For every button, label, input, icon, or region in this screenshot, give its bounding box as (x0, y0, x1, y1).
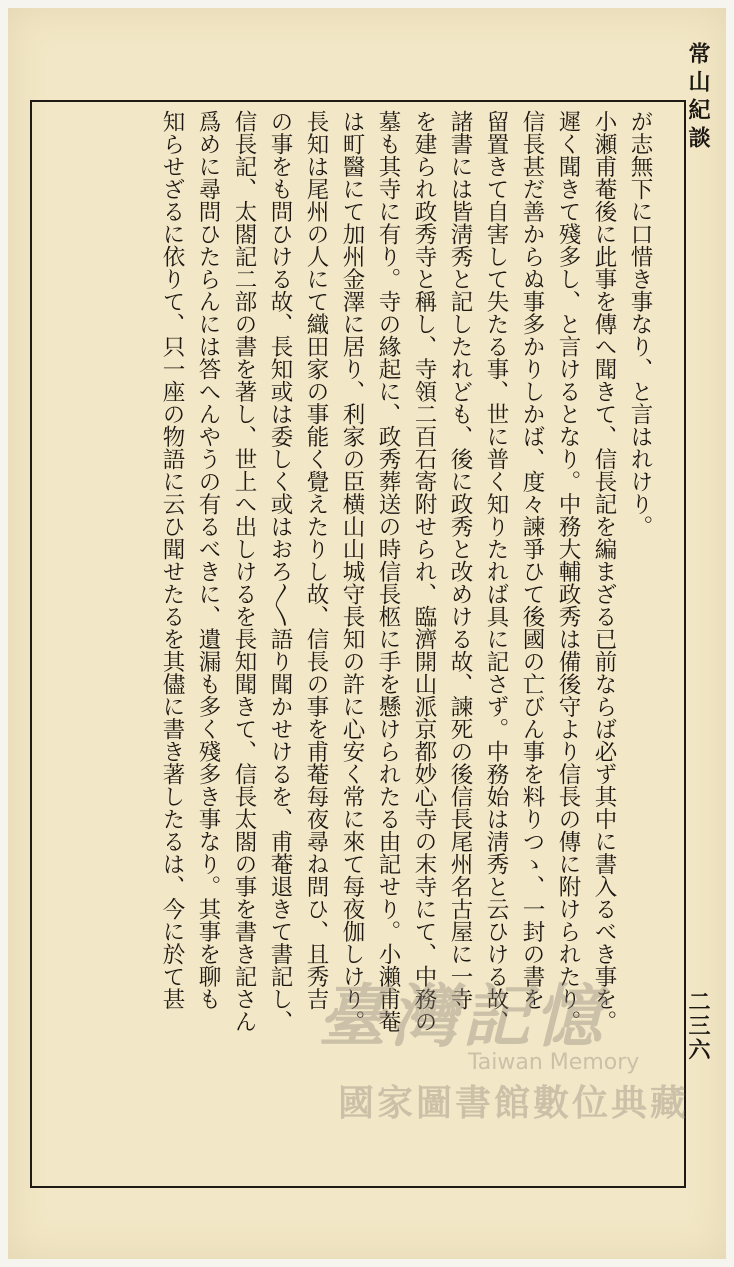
watermark-seal: 臺灣記憶 (318, 977, 607, 1057)
text-line: 信長甚だ善からぬ事多かりしかば、度々諫爭ひて後國の亡びん事を料りつゝ、一封の書を (519, 110, 545, 1010)
text-line: 知らせざるに依りて、只一座の物語に云ひ聞せたるを其儘に書き著したるは、今に於て甚 (159, 110, 185, 1010)
text-line: の事をも問ひける故、長知或は委しく或はおろ〳〵語り聞かせけるを、甫菴退きて書記し、 (267, 110, 293, 1033)
text-line: は町醫にて加州金澤に居り、利家の臣横山山城守長知の許に心安く常に來て每夜伽しけり。 (339, 110, 365, 1033)
text-line: が志無下に口惜き事なり、と言はれけり。 (627, 110, 653, 538)
text-line: 爲めに尋問ひたらんには答へんやうの有るべきに、遺漏も多く殘多き事なり。其事を聊も (195, 110, 221, 1010)
text-line: 信長記、太閤記二部の書を著し、世上へ出しけるを長知聞きて、信長太閤の事を書き記さん (231, 110, 257, 1033)
text-line: 長知は尾州の人にて織田家の事能く覺えたりし故、信長の事を甫菴每夜尋ね問ひ、且秀吉 (303, 110, 329, 1010)
watermark-english: Taiwan Memory (468, 1050, 640, 1075)
text-frame (30, 100, 686, 1188)
text-line: 遲く聞きて殘多し、と言けるとなり。中務大輔政秀は備後守より信長の傳に附けられたり。 (555, 110, 581, 1033)
text-line: 小瀬甫菴後に此事を傳へ聞きて、信長記を編まざる已前ならば必ず其中に書入るべき事を。 (591, 110, 617, 1033)
page-number: 二三六 (685, 990, 711, 1062)
text-line: 留置きて自害して失たる事、世に普く知りたれば具に記さず。中務始は淸秀と云ひける故、 (483, 110, 509, 1033)
body-text (72, 110, 658, 1176)
text-line: を建られ政秀寺と稱し、寺領二百石寄附せられ、臨濟開山派京都妙心寺の末寺にて、中務の (411, 110, 437, 1033)
book-page (8, 8, 726, 1259)
watermark-library: 國家圖書館數位典藏 (338, 1082, 690, 1124)
text-line: 諸書には皆淸秀と記したれども、後に政秀と改めける故、諫死の後信長尾州名古屋に一寺 (447, 110, 473, 1010)
running-head-title: 常山紀談 (685, 42, 711, 154)
text-line: 墓も其寺に有り。寺の緣起に、政秀葬送の時信長柩に手を懸けられたる由記せり。小瀨甫菴 (375, 110, 401, 1033)
